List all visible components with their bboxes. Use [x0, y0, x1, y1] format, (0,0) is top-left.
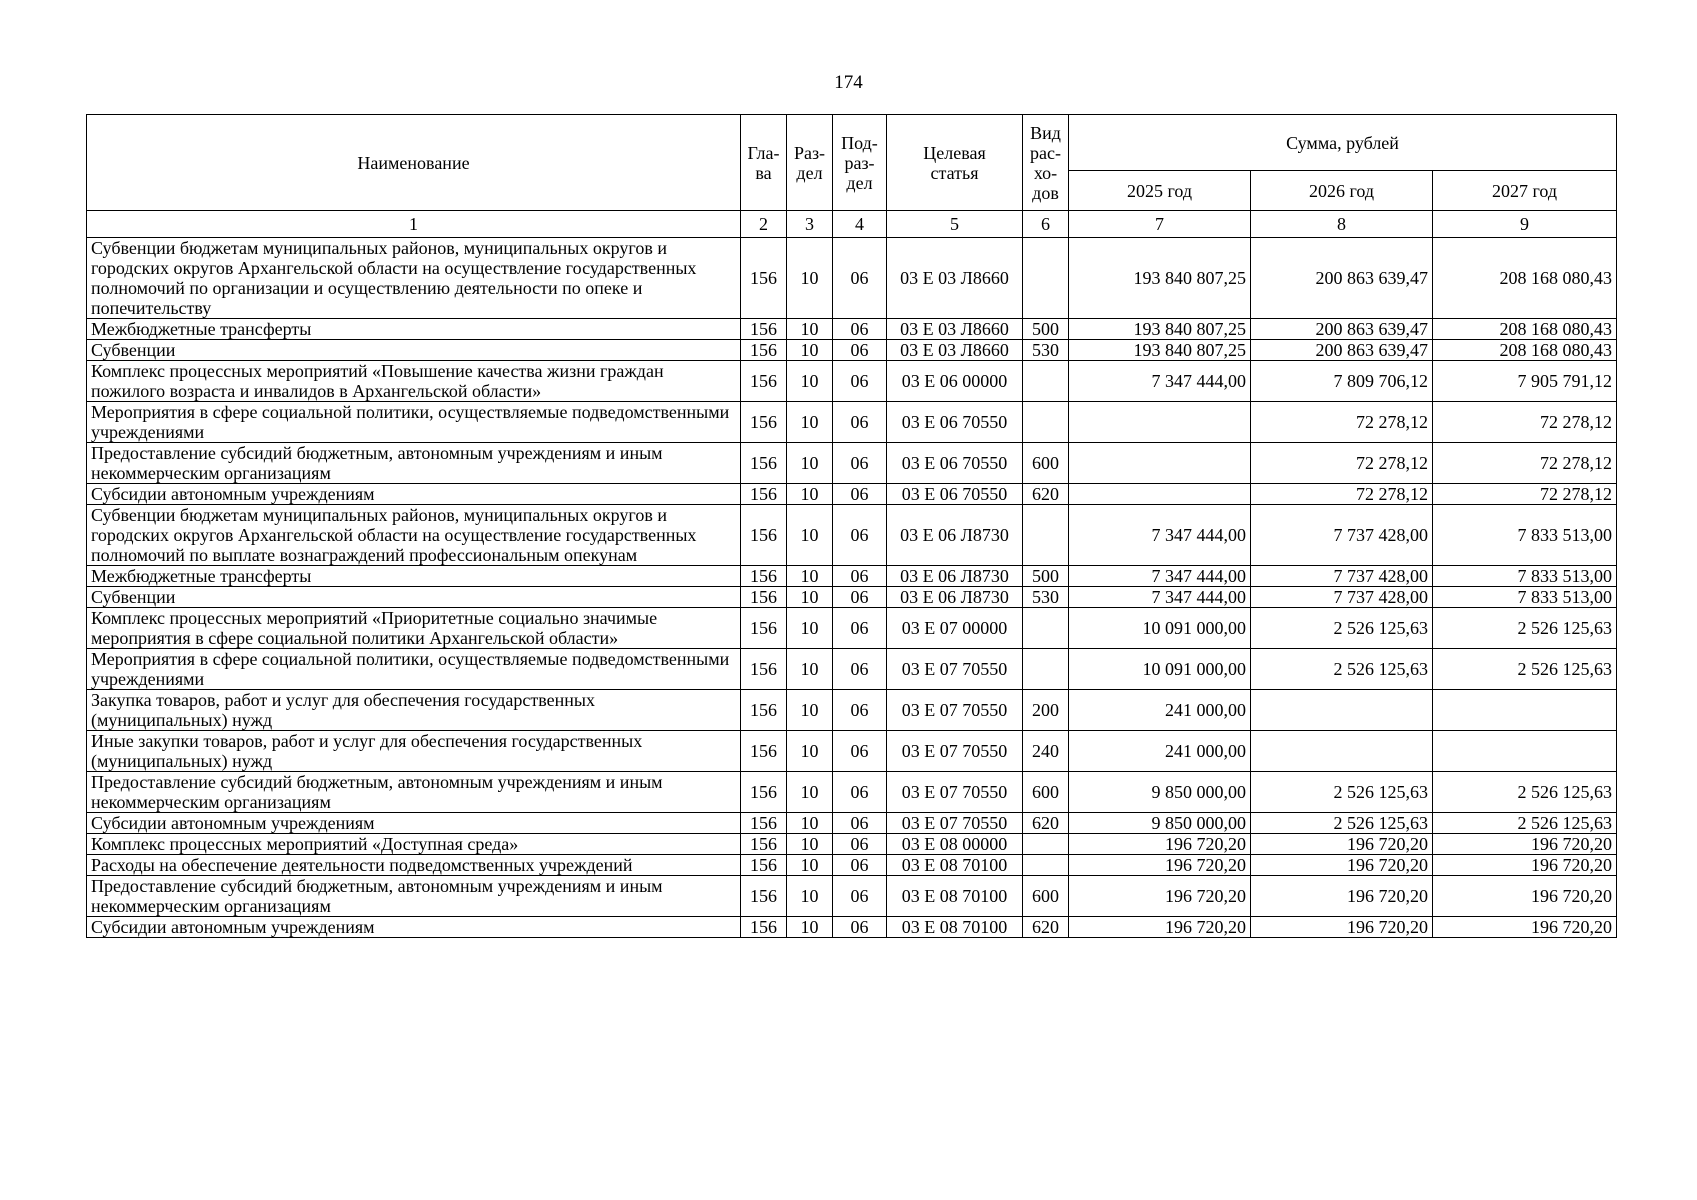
row-name: Субсидии автономным учреждениям — [87, 813, 741, 834]
row-subsection: 06 — [833, 690, 887, 731]
row-amount-2027: 208 168 080,43 — [1433, 238, 1617, 319]
row-amount-2027: 196 720,20 — [1433, 834, 1617, 855]
row-chapter: 156 — [741, 608, 787, 649]
row-name: Мероприятия в сфере социальной политики, осуществляемые подведомственными учреждениями — [87, 402, 741, 443]
table-body — [87, 238, 1617, 938]
column-number: 9 — [1433, 211, 1617, 238]
header-name: Наименование — [87, 115, 741, 211]
row-subsection: 06 — [833, 566, 887, 587]
table-row — [87, 608, 1617, 649]
row-amount-2025: 9 850 000,00 — [1069, 813, 1251, 834]
row-name: Межбюджетные трансферты — [87, 566, 741, 587]
row-chapter: 156 — [741, 690, 787, 731]
budget-table — [86, 114, 1617, 938]
row-amount-2026: 7 737 428,00 — [1251, 566, 1433, 587]
header-subsection: Под- раз- дел — [833, 115, 887, 211]
row-name: Мероприятия в сфере социальной политики, осуществляемые подведомственными учреждениями — [87, 649, 741, 690]
table-row — [87, 587, 1617, 608]
column-number: 7 — [1069, 211, 1251, 238]
row-amount-2026: 72 278,12 — [1251, 443, 1433, 484]
row-amount-2027: 72 278,12 — [1433, 402, 1617, 443]
row-amount-2025: 193 840 807,25 — [1069, 238, 1251, 319]
row-target-article: 03 Е 08 00000 — [887, 834, 1023, 855]
table-row — [87, 566, 1617, 587]
table-row — [87, 772, 1617, 813]
row-amount-2025: 7 347 444,00 — [1069, 566, 1251, 587]
header-target: Целевая статья — [887, 115, 1023, 211]
table-row — [87, 917, 1617, 938]
table-row — [87, 443, 1617, 484]
row-amount-2026: 2 526 125,63 — [1251, 649, 1433, 690]
column-numbers-row — [87, 211, 1617, 238]
row-subsection: 06 — [833, 855, 887, 876]
column-number: 8 — [1251, 211, 1433, 238]
row-amount-2026 — [1251, 731, 1433, 772]
row-section: 10 — [787, 731, 833, 772]
row-subsection: 06 — [833, 772, 887, 813]
row-amount-2027: 7 833 513,00 — [1433, 505, 1617, 566]
row-expense-type: 500 — [1023, 566, 1069, 587]
row-amount-2025: 196 720,20 — [1069, 876, 1251, 917]
header-section: Раз- дел — [787, 115, 833, 211]
row-amount-2026: 2 526 125,63 — [1251, 813, 1433, 834]
row-name: Субсидии автономным учреждениям — [87, 917, 741, 938]
header-expense-type: Вид рас- хо- дов — [1023, 115, 1069, 211]
row-amount-2026 — [1251, 690, 1433, 731]
row-amount-2026: 2 526 125,63 — [1251, 772, 1433, 813]
row-expense-type: 200 — [1023, 690, 1069, 731]
row-chapter: 156 — [741, 566, 787, 587]
row-target-article: 03 Е 07 70550 — [887, 649, 1023, 690]
table-row — [87, 340, 1617, 361]
column-number: 4 — [833, 211, 887, 238]
row-name: Предоставление субсидий бюджетным, автономным учреждениям и иным некоммерческим организациям — [87, 772, 741, 813]
row-amount-2027 — [1433, 731, 1617, 772]
row-target-article: 03 Е 08 70100 — [887, 855, 1023, 876]
row-section: 10 — [787, 649, 833, 690]
row-target-article: 03 Е 08 70100 — [887, 876, 1023, 917]
table-row — [87, 876, 1617, 917]
row-expense-type — [1023, 505, 1069, 566]
row-subsection: 06 — [833, 505, 887, 566]
row-amount-2025: 10 091 000,00 — [1069, 649, 1251, 690]
row-expense-type: 530 — [1023, 340, 1069, 361]
row-target-article: 03 Е 07 70550 — [887, 772, 1023, 813]
row-target-article: 03 Е 03 Л8660 — [887, 238, 1023, 319]
row-section: 10 — [787, 340, 833, 361]
row-expense-type: 600 — [1023, 443, 1069, 484]
row-chapter: 156 — [741, 587, 787, 608]
row-name: Комплекс процессных мероприятий «Повышение качества жизни граждан пожилого возраста и инвалидов в Архангельской области» — [87, 361, 741, 402]
row-subsection: 06 — [833, 484, 887, 505]
row-section: 10 — [787, 402, 833, 443]
row-amount-2025 — [1069, 484, 1251, 505]
row-subsection: 06 — [833, 361, 887, 402]
row-target-article: 03 Е 07 70550 — [887, 690, 1023, 731]
table-row — [87, 484, 1617, 505]
row-name: Субвенции бюджетам муниципальных районов, муниципальных округов и городских округов Архангельской области на осуществление государственных полномочий по выплате вознаграждений профессиональным опекунам — [87, 505, 741, 566]
row-target-article: 03 Е 03 Л8660 — [887, 340, 1023, 361]
row-chapter: 156 — [741, 813, 787, 834]
table-row — [87, 319, 1617, 340]
row-name: Иные закупки товаров, работ и услуг для обеспечения государственных (муниципальных) нужд — [87, 731, 741, 772]
row-expense-type: 620 — [1023, 917, 1069, 938]
header-year-2027: 2027 год — [1433, 171, 1617, 211]
row-subsection: 06 — [833, 917, 887, 938]
row-expense-type: 620 — [1023, 813, 1069, 834]
row-chapter: 156 — [741, 505, 787, 566]
row-amount-2026: 7 737 428,00 — [1251, 505, 1433, 566]
row-amount-2026: 200 863 639,47 — [1251, 238, 1433, 319]
row-name: Расходы на обеспечение деятельности подведомственных учреждений — [87, 855, 741, 876]
row-amount-2027 — [1433, 690, 1617, 731]
row-target-article: 03 Е 06 00000 — [887, 361, 1023, 402]
row-section: 10 — [787, 834, 833, 855]
row-chapter: 156 — [741, 649, 787, 690]
row-expense-type — [1023, 834, 1069, 855]
row-amount-2026: 196 720,20 — [1251, 855, 1433, 876]
column-number: 5 — [887, 211, 1023, 238]
row-expense-type — [1023, 361, 1069, 402]
row-section: 10 — [787, 484, 833, 505]
table-row — [87, 690, 1617, 731]
row-amount-2026: 196 720,20 — [1251, 876, 1433, 917]
row-expense-type: 620 — [1023, 484, 1069, 505]
row-target-article: 03 Е 07 70550 — [887, 813, 1023, 834]
row-target-article: 03 Е 03 Л8660 — [887, 319, 1023, 340]
row-subsection: 06 — [833, 731, 887, 772]
row-amount-2025: 7 347 444,00 — [1069, 587, 1251, 608]
row-subsection: 06 — [833, 876, 887, 917]
row-amount-2027: 2 526 125,63 — [1433, 608, 1617, 649]
row-target-article: 03 Е 08 70100 — [887, 917, 1023, 938]
row-section: 10 — [787, 876, 833, 917]
row-amount-2025: 193 840 807,25 — [1069, 340, 1251, 361]
row-amount-2026: 7 737 428,00 — [1251, 587, 1433, 608]
header-year-2026: 2026 год — [1251, 171, 1433, 211]
table-row — [87, 731, 1617, 772]
row-expense-type — [1023, 649, 1069, 690]
row-subsection: 06 — [833, 443, 887, 484]
row-amount-2025: 196 720,20 — [1069, 917, 1251, 938]
row-amount-2027: 7 833 513,00 — [1433, 566, 1617, 587]
row-chapter: 156 — [741, 484, 787, 505]
header-sum: Сумма, рублей — [1069, 115, 1617, 171]
row-name: Комплекс процессных мероприятий «Приоритетные социально значимые мероприятия в сфере социальной политики Архангельской области» — [87, 608, 741, 649]
row-amount-2026: 72 278,12 — [1251, 402, 1433, 443]
row-target-article: 03 Е 06 70550 — [887, 484, 1023, 505]
row-section: 10 — [787, 917, 833, 938]
row-name: Предоставление субсидий бюджетным, автономным учреждениям и иным некоммерческим организациям — [87, 876, 741, 917]
row-chapter: 156 — [741, 876, 787, 917]
row-section: 10 — [787, 772, 833, 813]
row-subsection: 06 — [833, 587, 887, 608]
row-amount-2027: 2 526 125,63 — [1433, 813, 1617, 834]
row-chapter: 156 — [741, 402, 787, 443]
table-row — [87, 834, 1617, 855]
row-section: 10 — [787, 690, 833, 731]
row-amount-2027: 208 168 080,43 — [1433, 340, 1617, 361]
row-amount-2026: 2 526 125,63 — [1251, 608, 1433, 649]
header-year-2025: 2025 год — [1069, 171, 1251, 211]
row-section: 10 — [787, 443, 833, 484]
row-name: Межбюджетные трансферты — [87, 319, 741, 340]
row-chapter: 156 — [741, 340, 787, 361]
row-name: Субвенции — [87, 587, 741, 608]
table-row — [87, 855, 1617, 876]
row-amount-2027: 196 720,20 — [1433, 917, 1617, 938]
row-amount-2026: 200 863 639,47 — [1251, 319, 1433, 340]
row-subsection: 06 — [833, 649, 887, 690]
row-section: 10 — [787, 855, 833, 876]
row-target-article: 03 Е 06 70550 — [887, 443, 1023, 484]
row-name: Субвенции бюджетам муниципальных районов, муниципальных округов и городских округов Архангельской области на осуществление государственных полномочий по организации и осуществлению деятельности по опеке и попечительству — [87, 238, 741, 319]
row-section: 10 — [787, 587, 833, 608]
row-chapter: 156 — [741, 834, 787, 855]
row-section: 10 — [787, 361, 833, 402]
row-name: Субвенции — [87, 340, 741, 361]
row-chapter: 156 — [741, 855, 787, 876]
page-number: 174 — [834, 72, 863, 93]
row-amount-2026: 72 278,12 — [1251, 484, 1433, 505]
table-row — [87, 649, 1617, 690]
row-name: Предоставление субсидий бюджетным, автономным учреждениям и иным некоммерческим организациям — [87, 443, 741, 484]
row-expense-type: 600 — [1023, 876, 1069, 917]
table-row — [87, 238, 1617, 319]
header-chapter: Гла- ва — [741, 115, 787, 211]
table-row — [87, 361, 1617, 402]
column-number: 2 — [741, 211, 787, 238]
row-amount-2025: 196 720,20 — [1069, 855, 1251, 876]
row-target-article: 03 Е 06 70550 — [887, 402, 1023, 443]
table-row — [87, 813, 1617, 834]
row-expense-type — [1023, 855, 1069, 876]
row-amount-2025 — [1069, 402, 1251, 443]
row-expense-type: 500 — [1023, 319, 1069, 340]
row-amount-2026: 196 720,20 — [1251, 917, 1433, 938]
row-amount-2025: 10 091 000,00 — [1069, 608, 1251, 649]
row-target-article: 03 Е 06 Л8730 — [887, 505, 1023, 566]
row-amount-2027: 7 833 513,00 — [1433, 587, 1617, 608]
row-name: Закупка товаров, работ и услуг для обеспечения государственных (муниципальных) нужд — [87, 690, 741, 731]
row-amount-2026: 7 809 706,12 — [1251, 361, 1433, 402]
row-chapter: 156 — [741, 238, 787, 319]
row-subsection: 06 — [833, 834, 887, 855]
row-chapter: 156 — [741, 917, 787, 938]
table-row — [87, 505, 1617, 566]
row-expense-type — [1023, 238, 1069, 319]
row-amount-2026: 196 720,20 — [1251, 834, 1433, 855]
row-amount-2026: 200 863 639,47 — [1251, 340, 1433, 361]
row-section: 10 — [787, 505, 833, 566]
row-name: Комплекс процессных мероприятий «Доступная среда» — [87, 834, 741, 855]
row-amount-2027: 196 720,20 — [1433, 876, 1617, 917]
row-subsection: 06 — [833, 608, 887, 649]
row-target-article: 03 Е 07 00000 — [887, 608, 1023, 649]
column-number: 1 — [87, 211, 741, 238]
row-amount-2025 — [1069, 443, 1251, 484]
row-target-article: 03 Е 06 Л8730 — [887, 587, 1023, 608]
row-chapter: 156 — [741, 361, 787, 402]
row-chapter: 156 — [741, 731, 787, 772]
row-section: 10 — [787, 608, 833, 649]
row-chapter: 156 — [741, 772, 787, 813]
row-name: Субсидии автономным учреждениям — [87, 484, 741, 505]
row-chapter: 156 — [741, 319, 787, 340]
column-number: 3 — [787, 211, 833, 238]
row-expense-type: 530 — [1023, 587, 1069, 608]
row-amount-2027: 2 526 125,63 — [1433, 772, 1617, 813]
row-subsection: 06 — [833, 402, 887, 443]
row-target-article: 03 Е 06 Л8730 — [887, 566, 1023, 587]
row-amount-2025: 193 840 807,25 — [1069, 319, 1251, 340]
row-amount-2027: 7 905 791,12 — [1433, 361, 1617, 402]
row-expense-type: 600 — [1023, 772, 1069, 813]
row-amount-2025: 241 000,00 — [1069, 731, 1251, 772]
row-expense-type: 240 — [1023, 731, 1069, 772]
row-subsection: 06 — [833, 319, 887, 340]
row-amount-2025: 7 347 444,00 — [1069, 505, 1251, 566]
row-chapter: 156 — [741, 443, 787, 484]
row-subsection: 06 — [833, 238, 887, 319]
column-number: 6 — [1023, 211, 1069, 238]
row-amount-2027: 72 278,12 — [1433, 484, 1617, 505]
row-section: 10 — [787, 319, 833, 340]
row-expense-type — [1023, 608, 1069, 649]
row-amount-2025: 196 720,20 — [1069, 834, 1251, 855]
table-row — [87, 402, 1617, 443]
row-section: 10 — [787, 238, 833, 319]
row-amount-2027: 196 720,20 — [1433, 855, 1617, 876]
row-expense-type — [1023, 402, 1069, 443]
row-target-article: 03 Е 07 70550 — [887, 731, 1023, 772]
row-section: 10 — [787, 566, 833, 587]
row-amount-2025: 7 347 444,00 — [1069, 361, 1251, 402]
row-subsection: 06 — [833, 340, 887, 361]
row-amount-2027: 2 526 125,63 — [1433, 649, 1617, 690]
row-amount-2025: 241 000,00 — [1069, 690, 1251, 731]
row-subsection: 06 — [833, 813, 887, 834]
row-amount-2025: 9 850 000,00 — [1069, 772, 1251, 813]
row-amount-2027: 208 168 080,43 — [1433, 319, 1617, 340]
row-amount-2027: 72 278,12 — [1433, 443, 1617, 484]
row-section: 10 — [787, 813, 833, 834]
